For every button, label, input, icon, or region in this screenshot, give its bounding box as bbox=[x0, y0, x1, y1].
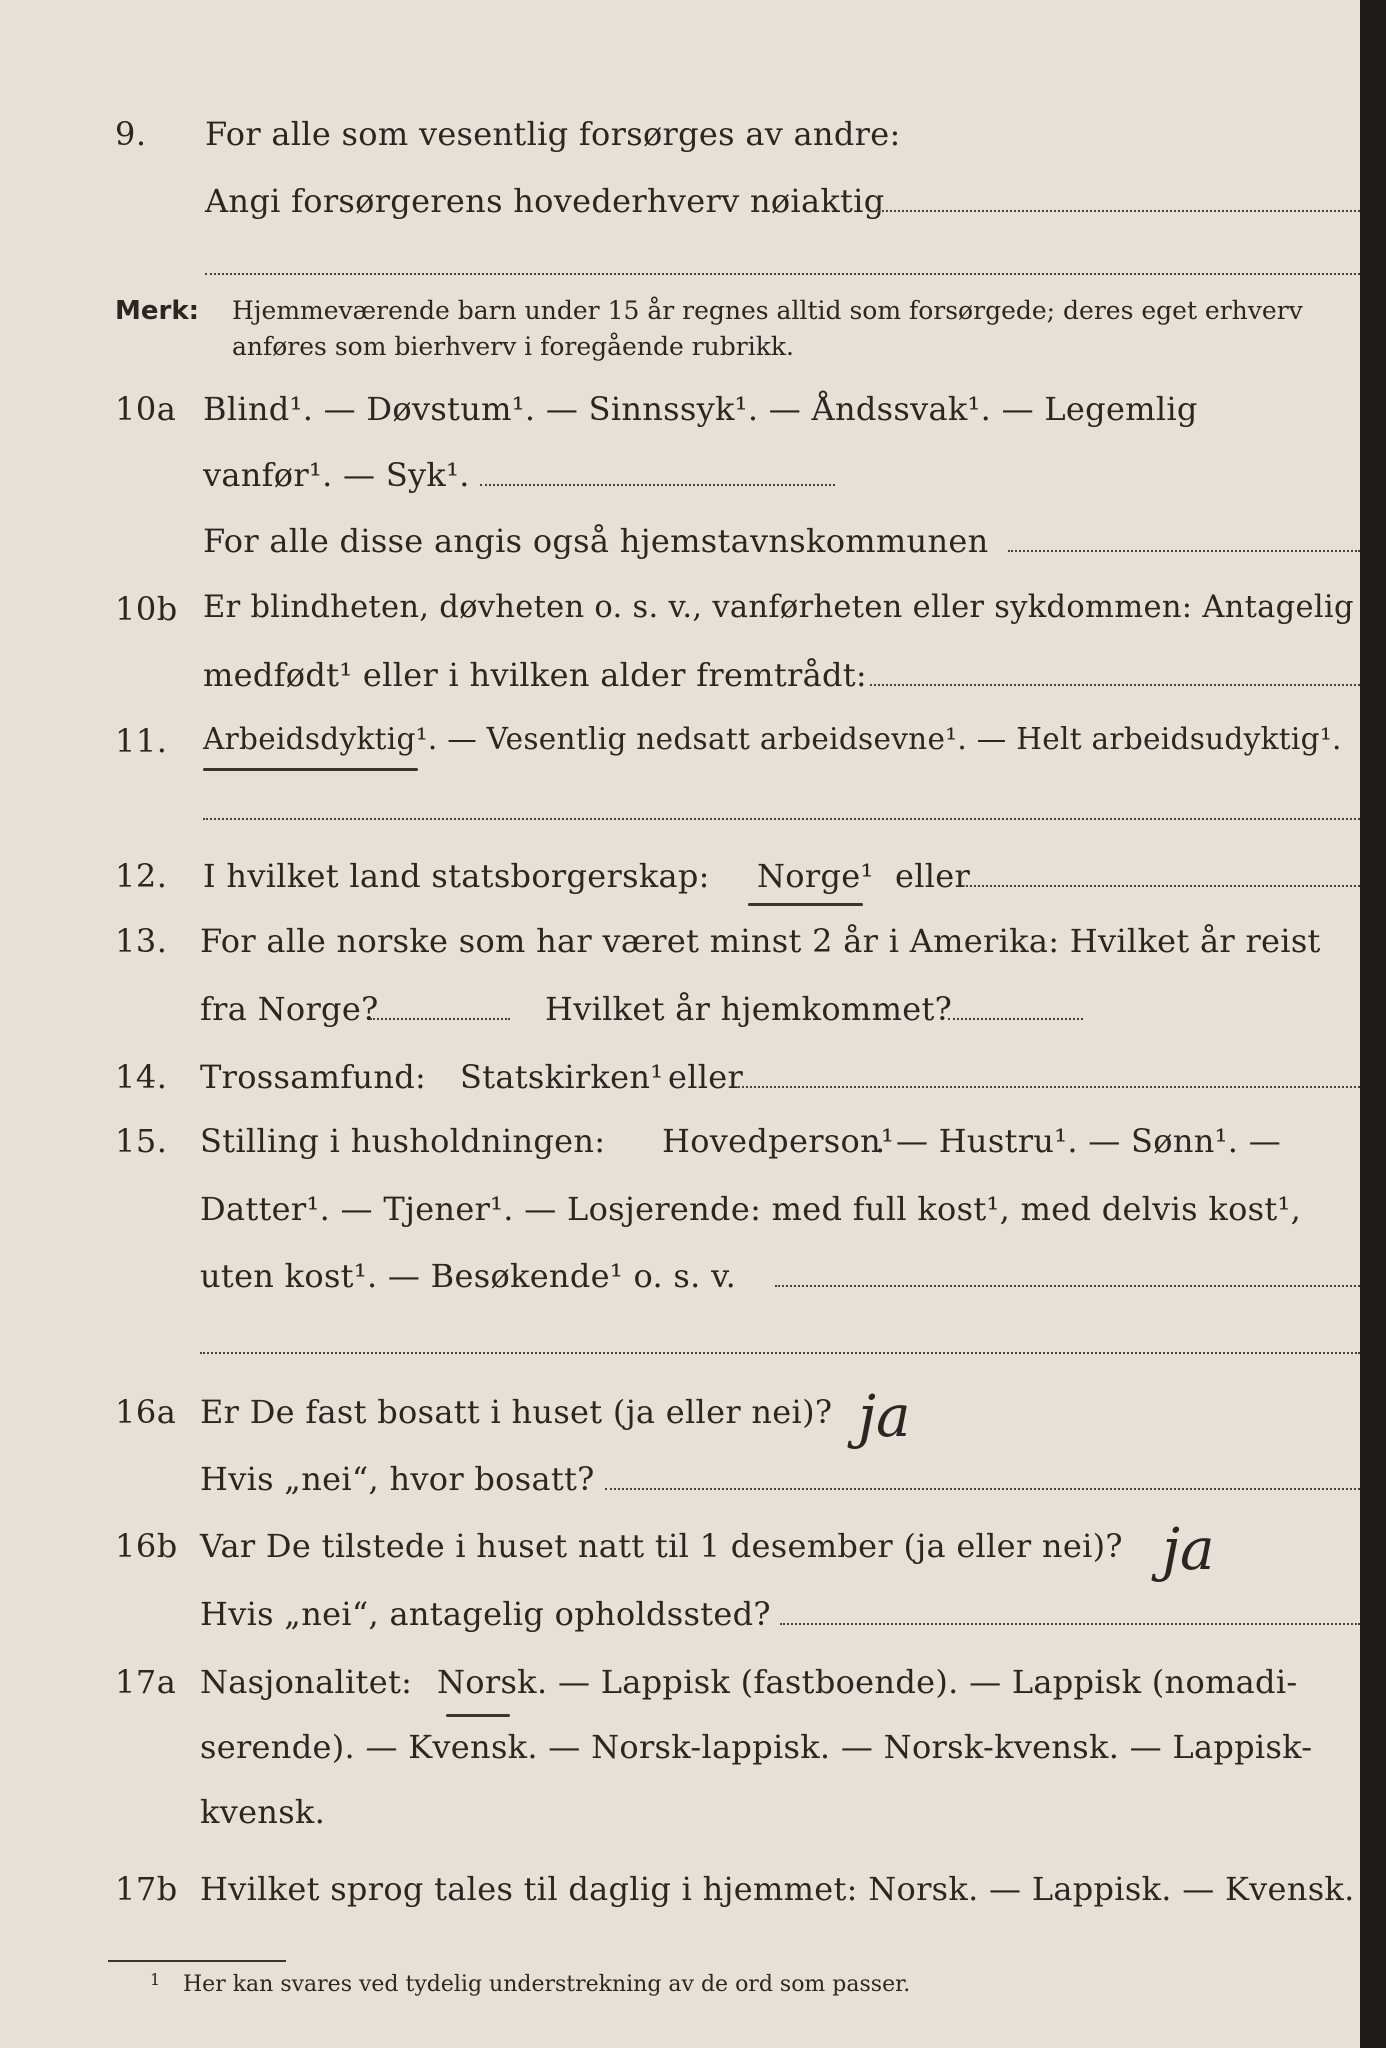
merk-line2: anføres som bierhverv i foregående rubrikk. bbox=[232, 332, 794, 361]
q11-line1 bbox=[203, 722, 1342, 756]
q11-rest: . — Vesentlig nedsatt arbeidsevne¹. — Helt arbeidsudyktig¹. bbox=[427, 722, 1342, 756]
q15-pre: Stilling i husholdningen: bbox=[200, 1122, 606, 1160]
q17a-pre: Nasjonalitet: bbox=[200, 1663, 413, 1701]
q10a-line3: For alle disse angis også hjemstavnskommunen bbox=[203, 522, 989, 560]
item-number-17b: 17b bbox=[115, 1870, 178, 1908]
q10a-answer-line[interactable] bbox=[480, 484, 835, 486]
q9-line1: For alle som vesentlig forsørges av andre: bbox=[205, 115, 901, 153]
q10a-line2: vanfør¹. — Syk¹. bbox=[203, 456, 470, 494]
q13-reist-line[interactable] bbox=[370, 1018, 510, 1020]
item-number-17a: 17a bbox=[115, 1663, 177, 1701]
q13-hjemkommet-line[interactable] bbox=[948, 1018, 1083, 1020]
item-number-15: 15. bbox=[115, 1122, 168, 1160]
q16b-handwritten-answer[interactable]: ja bbox=[1162, 1515, 1215, 1583]
q16a-line2: Hvis „nei“, hvor bosatt? bbox=[200, 1460, 595, 1498]
footnote-text: Her kan svares ved tydelig understrekning av de ord som passer. bbox=[183, 1972, 911, 1997]
q17a-post: . — Lappisk (fastboende). — Lappisk (nomadi- bbox=[537, 1663, 1298, 1701]
q15-line3: uten kost¹. — Besøkende¹ o. s. v. bbox=[200, 1257, 737, 1295]
item-number-16b: 16b bbox=[115, 1527, 178, 1565]
q12-pre: I hvilket land statsborgerskap: bbox=[203, 857, 710, 895]
q10a-hjemstavn-line[interactable] bbox=[1008, 550, 1360, 552]
q16b-line1: Var De tilstede i huset natt til 1 desember (ja eller nei)? bbox=[200, 1527, 1123, 1565]
item-number-10a: 10a bbox=[115, 390, 177, 428]
q10a-line1: Blind¹. — Døvstum¹. — Sinnssyk¹. — Åndssvak¹. — Legemlig bbox=[203, 390, 1198, 428]
q16b-line2: Hvis „nei“, antagelig opholdssted? bbox=[200, 1595, 771, 1633]
q16a-bosatt-line[interactable] bbox=[605, 1488, 1360, 1490]
underline-norge bbox=[748, 903, 863, 906]
q15-line2: Datter¹. — Tjener¹. — Losjerende: med full kost¹, med delvis kost¹, bbox=[200, 1190, 1302, 1228]
q17a-line3: kvensk. bbox=[200, 1793, 326, 1831]
q17a-option-norsk[interactable]: Norsk bbox=[437, 1663, 537, 1701]
q16a-handwritten-answer[interactable]: ja bbox=[858, 1382, 911, 1450]
q10b-line1: Er blindheten, døvheten o. s. v., vanførheten eller sykdommen: Antagelig bbox=[203, 590, 1354, 625]
q9-line2: Angi forsørgerens hovederhverv nøiaktig bbox=[205, 182, 885, 220]
q13-line2b: Hvilket år hjemkommet? bbox=[545, 990, 953, 1028]
item-number-14: 14. bbox=[115, 1058, 168, 1096]
q15-post: . — Hustru¹. — Sønn¹. — bbox=[875, 1122, 1282, 1160]
merk-label: Merk: bbox=[115, 296, 200, 326]
q12-answer-line[interactable] bbox=[962, 885, 1360, 887]
q12-option-norge[interactable]: Norge¹ bbox=[757, 857, 874, 895]
q14-answer-line[interactable] bbox=[738, 1086, 1360, 1088]
scan-edge-shadow bbox=[1360, 0, 1386, 2048]
q17b-line1: Hvilket sprog tales til daglig i hjemmet: Norsk. — Lappisk. — Kvensk. bbox=[200, 1870, 1355, 1908]
item-number-16a: 16a bbox=[115, 1393, 177, 1431]
item-number-9: 9. bbox=[115, 115, 147, 153]
footnote-rule bbox=[108, 1960, 286, 1962]
underline-arbeidsdyktig bbox=[203, 768, 418, 771]
item-number-10b: 10b bbox=[115, 590, 178, 628]
item-number-13: 13. bbox=[115, 922, 168, 960]
q16b-opholdssted-line[interactable] bbox=[780, 1623, 1360, 1625]
underline-norsk bbox=[446, 1714, 510, 1717]
footnote-mark: 1 bbox=[150, 1970, 161, 1989]
q14-option-statskirken[interactable]: Statskirken¹ bbox=[460, 1058, 664, 1096]
q12-post: eller bbox=[895, 857, 971, 895]
merk-line1: Hjemmeværende barn under 15 år regnes alltid som forsørgede; deres eget erhverv bbox=[232, 296, 1303, 325]
q9-answer-line[interactable] bbox=[875, 210, 1360, 212]
q10b-line2: medfødt¹ eller i hvilken alder fremtrådt: bbox=[203, 656, 867, 694]
item-number-11: 11. bbox=[115, 722, 168, 760]
q16a-line1: Er De fast bosatt i huset (ja eller nei)? bbox=[200, 1393, 833, 1431]
q14-post: eller bbox=[668, 1058, 744, 1096]
q17a-line2: serende). — Kvensk. — Norsk-lappisk. — Norsk-kvensk. — Lappisk- bbox=[200, 1728, 1313, 1766]
item-number-12: 12. bbox=[115, 857, 168, 895]
q13-line2a: fra Norge? bbox=[200, 990, 379, 1028]
q9-answer-line-2[interactable] bbox=[205, 273, 1360, 275]
q15-option-hovedperson[interactable]: Hovedperson¹ bbox=[662, 1122, 895, 1160]
q13-line1: For alle norske som har været minst 2 år i Amerika: Hvilket år reist bbox=[200, 922, 1321, 960]
q10b-answer-line[interactable] bbox=[870, 684, 1360, 686]
q11-answer-line[interactable] bbox=[203, 818, 1360, 820]
q15-answer-line[interactable] bbox=[775, 1285, 1360, 1287]
q15-answer-line-2[interactable] bbox=[200, 1352, 1360, 1354]
q14-pre: Trossamfund: bbox=[200, 1058, 427, 1096]
q11-option-arbeidsdyktig[interactable]: Arbeidsdyktig¹ bbox=[203, 722, 428, 756]
